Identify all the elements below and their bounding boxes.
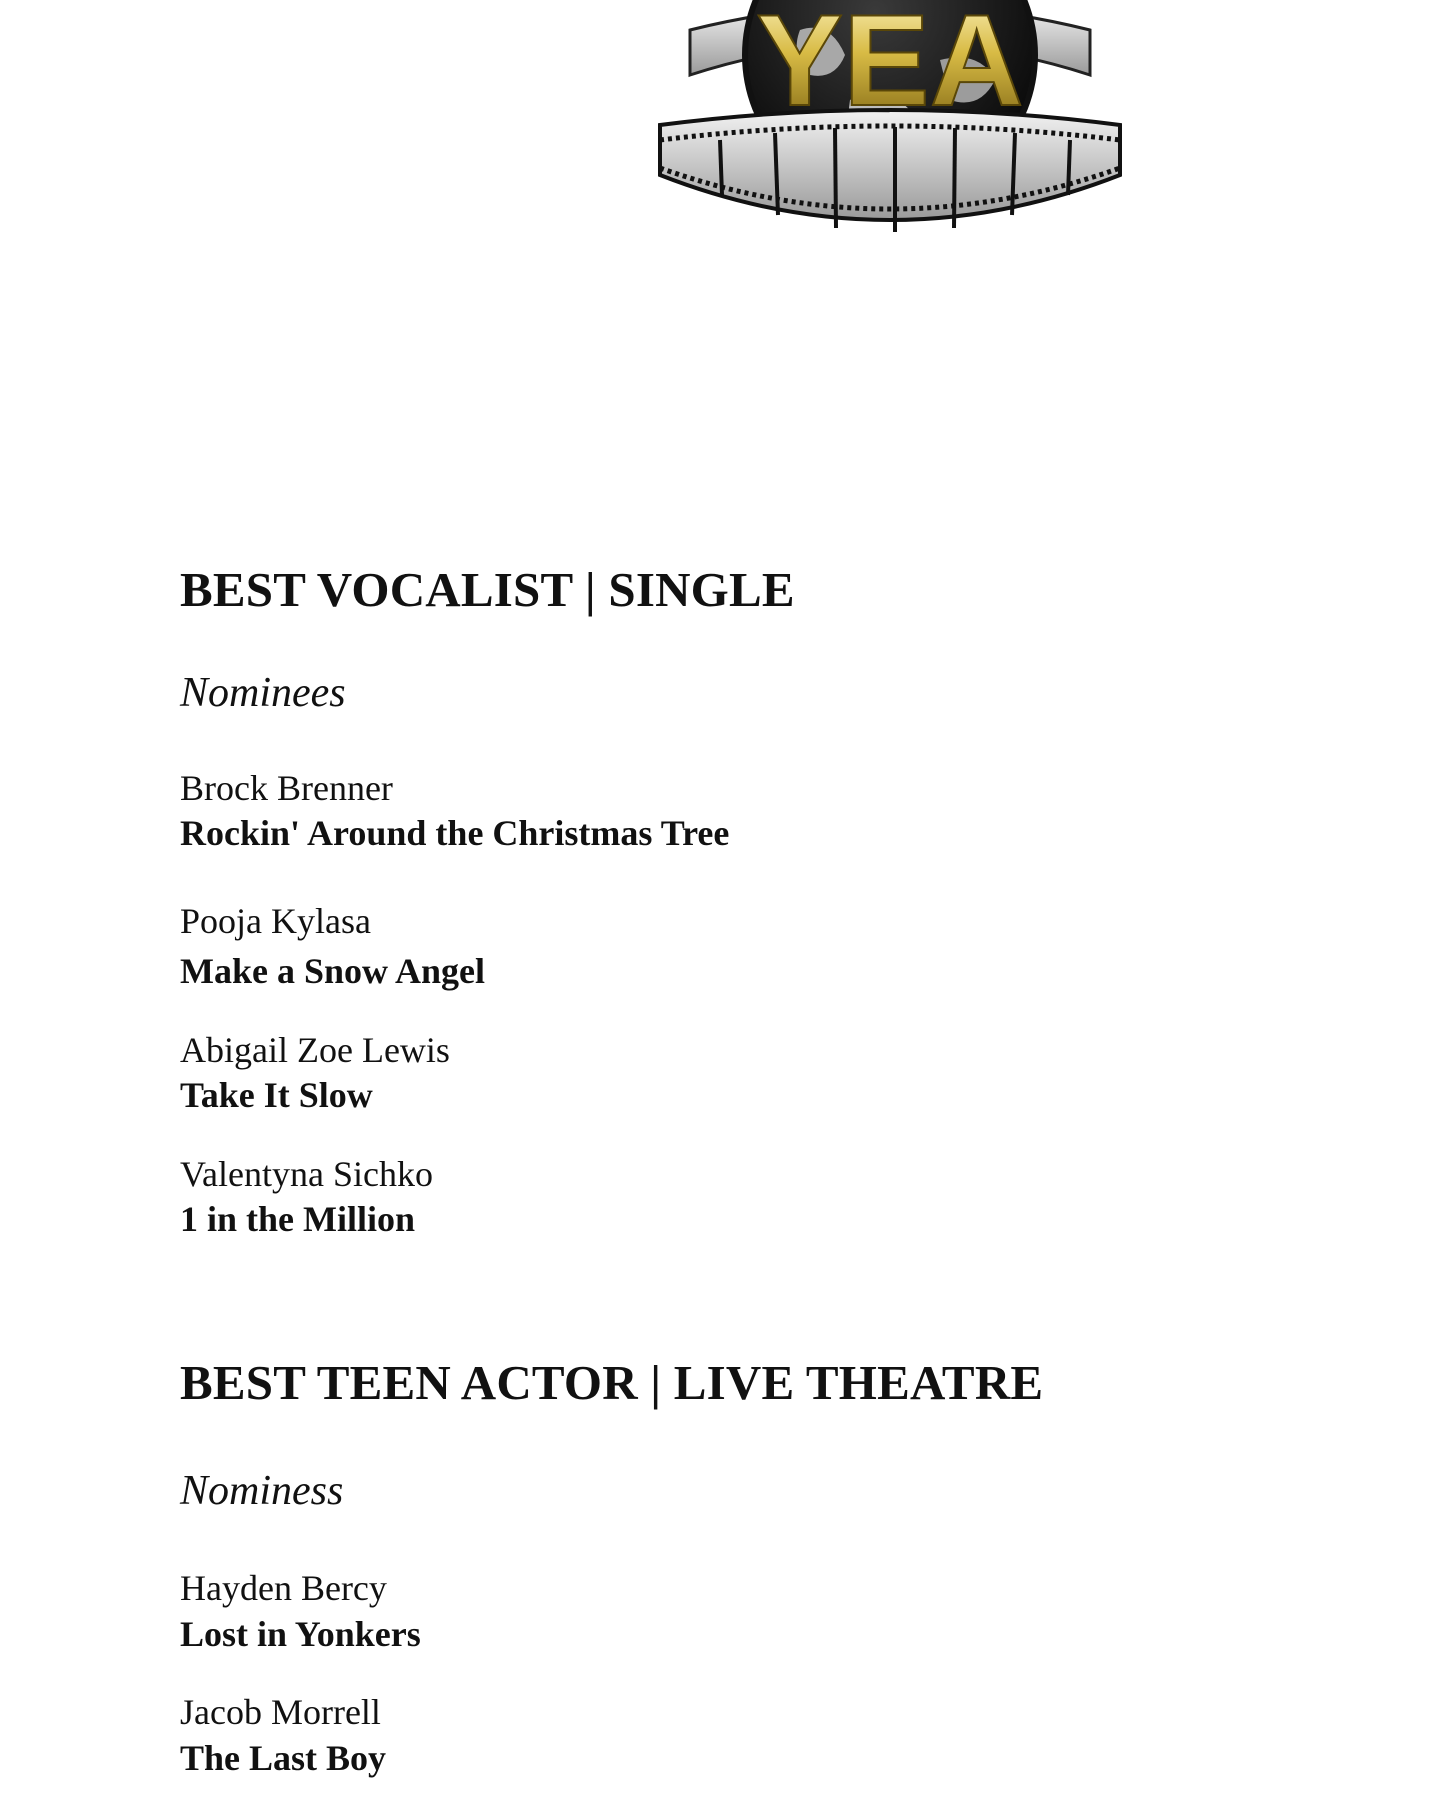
logo-lettering: YEA (756, 0, 1024, 133)
nominee-work: The Last Boy (180, 1738, 387, 1778)
nominee-name: Jacob Morrell (180, 1692, 381, 1732)
nominee-work: Make a Snow Angel (180, 951, 486, 991)
nominee-name: Abigail Zoe Lewis (180, 1030, 450, 1070)
nominee-name: Brock Brenner (180, 768, 393, 808)
nominee-work: Take It Slow (180, 1075, 373, 1115)
nominee-name: Pooja Kylasa (180, 901, 371, 941)
nominees-label: Nominees (180, 670, 346, 716)
nominee-work: Lost in Yonkers (180, 1614, 421, 1654)
globe-film-logo-icon (650, 0, 1130, 250)
nominee-work: 1 in the Million (180, 1199, 416, 1239)
nominee-name: Valentyna Sichko (180, 1154, 433, 1194)
nominees-label: Nominess (180, 1468, 344, 1514)
nominee-name: Hayden Bercy (180, 1568, 387, 1608)
section-title-best-vocalist: BEST VOCALIST | SINGLE (180, 562, 795, 617)
yea-logo (650, 0, 1130, 250)
nominee-work: Rockin' Around the Christmas Tree (180, 813, 730, 853)
section-title-best-teen-actor: BEST TEEN ACTOR | LIVE THEATRE (180, 1355, 1044, 1410)
